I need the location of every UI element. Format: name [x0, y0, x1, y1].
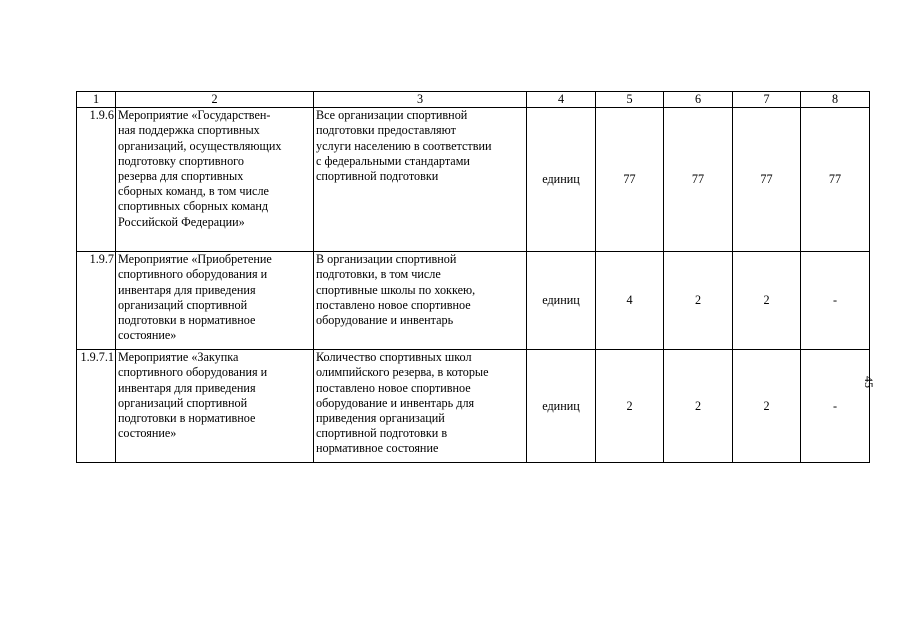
row-number: 1.9.6	[77, 108, 116, 252]
value-cell: 77	[664, 108, 733, 252]
page-number: 45	[862, 376, 876, 388]
table-row	[77, 108, 870, 252]
unit-cell: единиц	[527, 108, 596, 252]
header-cell: 8	[801, 92, 870, 108]
header-cell: 4	[527, 92, 596, 108]
unit-cell: единиц	[527, 350, 596, 463]
header-cell: 2	[116, 92, 314, 108]
value-cell: 77	[801, 108, 870, 252]
row-number: 1.9.7	[77, 252, 116, 350]
table-row	[77, 350, 870, 463]
value-cell: 2	[664, 252, 733, 350]
value-cell: -	[801, 350, 870, 463]
value-cell: 4	[596, 252, 664, 350]
indicator-cell: Все организации спортивной подготовки предоставляют услуги населению в соответствии с федеральными стандартами спортивной подготовки	[314, 108, 527, 252]
event-cell: Мероприятие «Приобретение спортивного оборудования и инвентаря для приведения организаций спортивной подготовки в нормативное состояние»	[116, 252, 314, 350]
value-cell: -	[801, 252, 870, 350]
header-cell: 5	[596, 92, 664, 108]
value-cell: 77	[733, 108, 801, 252]
value-cell: 2	[664, 350, 733, 463]
header-cell: 3	[314, 92, 527, 108]
event-cell: Мероприятие «Государствен- ная поддержка спортивных организаций, осуществляющих подготовку спортивного резерва для спортивных сборных команд, в том числе спортивных сборных команд Российской Федерации»	[116, 108, 314, 252]
value-cell: 77	[596, 108, 664, 252]
indicator-cell: Количество спортивных школ олимпийского резерва, в которые поставлено новое спортивное оборудование и инвентарь для приведения организаций спортивной подготовки в нормативное состояние	[314, 350, 527, 463]
event-cell: Мероприятие «Закупка спортивного оборудования и инвентаря для приведения организаций спортивной подготовки в нормативное состояние»	[116, 350, 314, 463]
row-number: 1.9.7.1	[77, 350, 116, 463]
header-cell: 1	[77, 92, 116, 108]
indicator-cell: В организации спортивной подготовки, в том числе спортивные школы по хоккею, поставлено новое спортивное оборудование и инвентарь	[314, 252, 527, 350]
unit-cell: единиц	[527, 252, 596, 350]
value-cell: 2	[596, 350, 664, 463]
table-row	[77, 252, 870, 350]
header-cell: 6	[664, 92, 733, 108]
value-cell: 2	[733, 350, 801, 463]
indicator-table	[76, 91, 870, 463]
header-cell: 7	[733, 92, 801, 108]
header-row	[77, 92, 870, 108]
value-cell: 2	[733, 252, 801, 350]
